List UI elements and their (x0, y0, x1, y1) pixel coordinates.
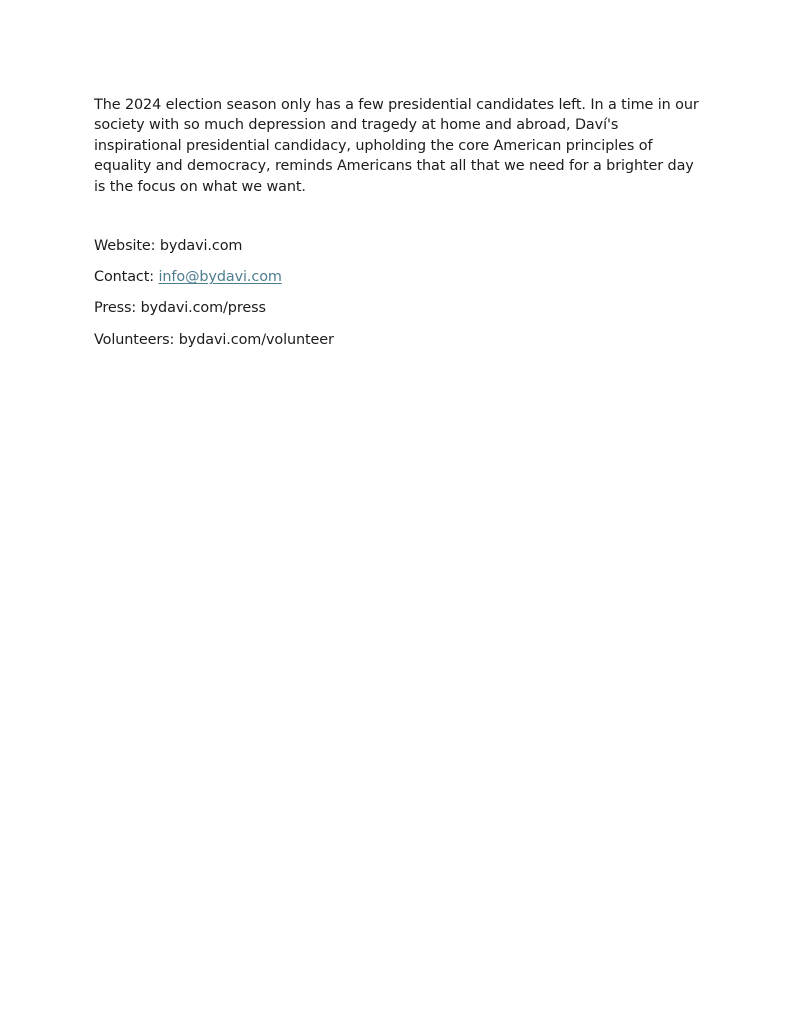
contact-label: Contact: (94, 269, 159, 286)
press-value: bydavi.com/press (140, 300, 266, 317)
document-page (94, 95, 706, 361)
campaign-paragraph: The 2024 election season only has a few presidential candidates left. In a time in our society with so much depression and tragedy at home and abroad, Daví's inspirational presidential candidacy, upholding the core American principles of equality and democracy, reminds Americans that all that we need for a brighter day is the focus on what we want. (94, 97, 699, 195)
press-line (94, 298, 706, 318)
contact-line (94, 267, 706, 287)
volunteers-label: Volunteers: (94, 331, 179, 348)
contact-list (94, 236, 706, 350)
press-label: Press: (94, 300, 141, 317)
contact-email-link[interactable]: info@bydavi.com (158, 269, 282, 286)
volunteers-value: bydavi.com/volunteer (178, 331, 334, 348)
volunteers-line (94, 330, 706, 350)
website-label: Website: (94, 238, 160, 255)
website-value: bydavi.com (159, 238, 243, 255)
website-line (94, 236, 706, 256)
